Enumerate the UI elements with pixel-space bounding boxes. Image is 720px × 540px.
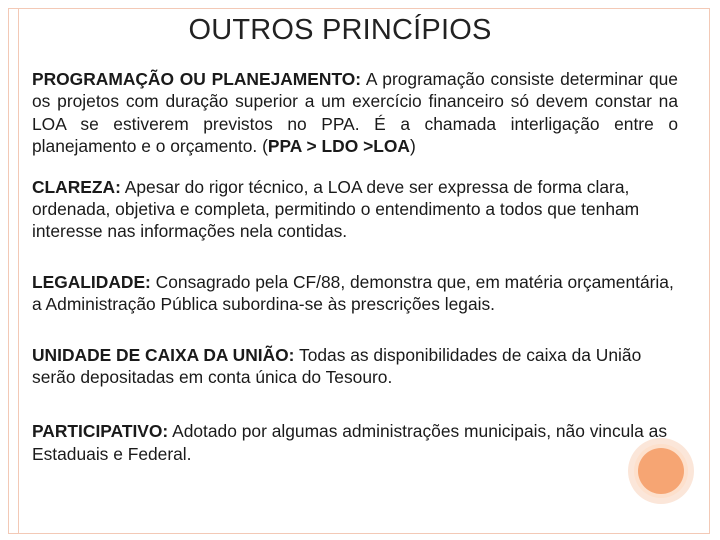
paragraph-text: Consagrado pela CF/88, demonstra que, em matéria orçamentária, a Administração Pública subordina-se às prescrições legais. bbox=[32, 271, 674, 315]
paragraph-text: Todas as disponibilidades de caixa da União serão depositadas em conta única do Tesouro. bbox=[32, 344, 642, 388]
paragraph-legalidade bbox=[32, 271, 678, 316]
paragraph-heading: LEGALIDADE: bbox=[32, 271, 151, 292]
paragraph-heading: UNIDADE DE CAIXA DA UNIÃO: bbox=[32, 344, 295, 365]
paragraph-unidade-caixa bbox=[32, 344, 678, 389]
paragraph-text: A programação consiste determinar que os projetos com duração superior a um exercício financeiro só devem constar na LOA se estiverem previstos no PPA. É a chamada interligação entre o planejamento e o orçamento. ( bbox=[32, 69, 678, 157]
paragraph-bold-text: PPA > LDO >LOA bbox=[267, 136, 410, 157]
paragraph-programacao bbox=[32, 68, 678, 158]
paragraph-text: Adotado por algumas administrações municipais, não vincula as Estaduais e Federal. bbox=[32, 421, 668, 464]
paragraph-clareza bbox=[32, 176, 678, 243]
slide-title: OUTROS PRINCÍPIOS bbox=[188, 14, 492, 46]
slide-left-rule bbox=[18, 8, 19, 534]
paragraph-text-end: ) bbox=[409, 136, 416, 157]
slide-content bbox=[32, 68, 678, 465]
paragraph-text: Apesar do rigor técnico, a LOA deve ser expressa de forma clara, ordenada, objetiva e completa, permitindo o entendimento a todos que tenham interesse nas informações nela contidas. bbox=[32, 176, 640, 242]
paragraph-heading: PARTICIPATIVO: bbox=[32, 421, 169, 442]
paragraph-heading: PROGRAMAÇÃO OU PLANEJAMENTO: bbox=[32, 69, 362, 89]
paragraph-participativo bbox=[32, 420, 678, 465]
paragraph-heading: CLAREZA: bbox=[32, 176, 121, 197]
